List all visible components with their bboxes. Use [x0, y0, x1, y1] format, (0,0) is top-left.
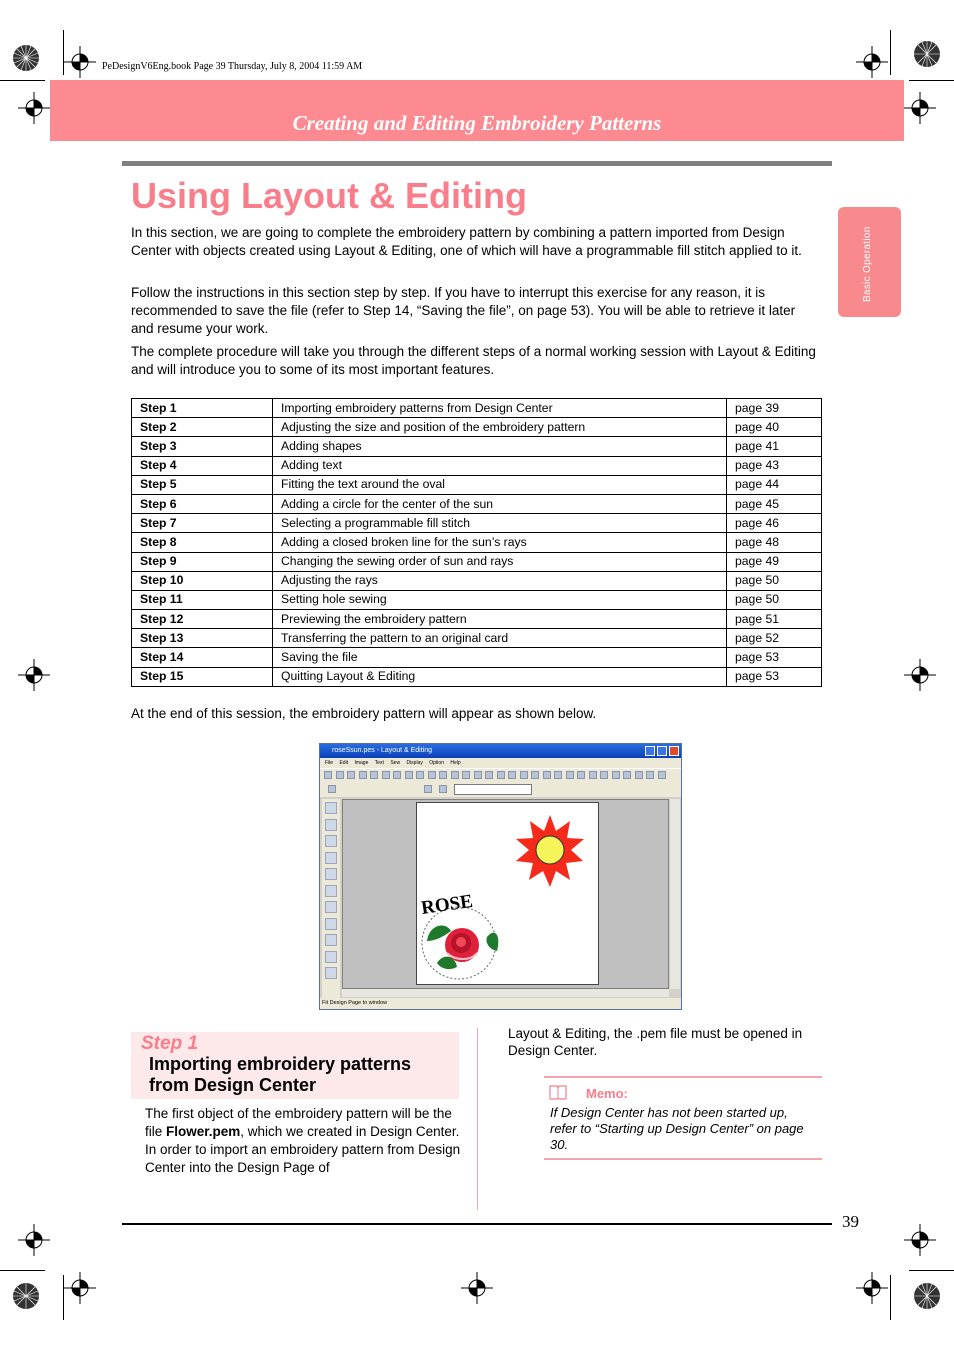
color-rosette-icon [12, 1282, 40, 1310]
step-cell: Step 7 [132, 514, 273, 533]
memo-text: If Design Center has not been started up, refer to “Starting up Design Center” on page 30. [550, 1105, 804, 1152]
step-page-cell: page 50 [727, 571, 822, 590]
file-info: PeDesignV6Eng.book Page 39 Thursday, July 8, 2004 11:59 AM [102, 61, 363, 72]
vertical-scrollbar[interactable] [670, 799, 680, 989]
toolbar-icon[interactable] [359, 771, 367, 779]
app-toolbar [320, 768, 681, 781]
toolbar-icon[interactable] [577, 771, 585, 779]
header-title: Creating and Editing Embroidery Patterns [292, 111, 662, 135]
step-body [145, 1105, 463, 1177]
design-page[interactable] [416, 802, 599, 985]
tool-icon[interactable] [325, 885, 337, 897]
step-page-cell: page 40 [727, 418, 822, 437]
steps-table [131, 398, 822, 687]
step-description-cell: Importing embroidery patterns from Design Center [273, 399, 727, 418]
toolbar-icon[interactable] [612, 771, 620, 779]
title-rule [122, 161, 832, 166]
step-description-cell: Adjusting the rays [273, 571, 727, 590]
registration-mark-icon [18, 659, 50, 691]
table-row [132, 552, 822, 571]
step-description-cell: Saving the file [273, 648, 727, 667]
step-description-cell: Previewing the embroidery pattern [273, 610, 727, 629]
toolbar-icon[interactable] [424, 785, 432, 793]
maximize-icon[interactable] [657, 746, 667, 756]
menu-sew[interactable]: Sew [390, 760, 401, 766]
toolbar-icon[interactable] [462, 771, 470, 779]
tool-icon[interactable] [325, 901, 337, 913]
step-heading: Importing embroidery patterns from Design Center [149, 1054, 412, 1095]
color-rosette-icon [913, 40, 941, 68]
menu-file[interactable]: File [325, 760, 334, 766]
step-cell: Step 9 [132, 552, 273, 571]
registration-mark-icon [856, 46, 888, 78]
toolbar-icon[interactable] [405, 771, 413, 779]
registration-mark-icon [64, 1272, 96, 1304]
menu-option[interactable]: Option [429, 760, 444, 766]
memo-top-rule [544, 1076, 822, 1078]
toolbar-icon[interactable] [554, 771, 562, 779]
step-cell: Step 13 [132, 629, 273, 648]
step-description-cell: Transferring the pattern to an original card [273, 629, 727, 648]
outro-text: At the end of this session, the embroidery pattern will appear as shown below. [131, 706, 597, 721]
registration-mark-icon [904, 659, 936, 691]
step-cell: Step 14 [132, 648, 273, 667]
tool-icon[interactable] [325, 868, 337, 880]
tool-icon[interactable] [325, 967, 337, 979]
memo-title: Memo: [586, 1086, 628, 1101]
table-row [132, 667, 822, 686]
intro-paragraph: In this section, we are going to complete the embroidery pattern by combining a pattern imported from Design Center with objects created using Layout & Editing, one of which will have a programmable fill stitch applied to it. [131, 225, 802, 258]
table-row [132, 437, 822, 456]
intro-paragraph: The complete procedure will take you through the different steps of a normal working session with Layout & Editing and will introduce you to some of its most important features. [131, 344, 816, 377]
step-page-cell: page 39 [727, 399, 822, 418]
app-screenshot [319, 743, 682, 1010]
toolbar-icon[interactable] [543, 771, 551, 779]
step-cell: Step 3 [132, 437, 273, 456]
table-row [132, 418, 822, 437]
step-cell: Step 1 [132, 399, 273, 418]
registration-mark-icon [904, 92, 936, 124]
toolbar-icon[interactable] [623, 771, 631, 779]
menu-text[interactable]: Text [374, 760, 384, 766]
step-page-cell: page 51 [727, 610, 822, 629]
step-page-cell: page 48 [727, 533, 822, 552]
step-page-cell: page 53 [727, 648, 822, 667]
horizontal-scrollbar[interactable] [342, 989, 669, 997]
embroidery-text: ROSE [419, 890, 475, 919]
step-description-cell: Changing the sewing order of sun and rays [273, 552, 727, 571]
status-bar: Fit Design Page to window [320, 998, 681, 1009]
registration-mark-icon [64, 46, 96, 78]
step-cell: Step 2 [132, 418, 273, 437]
toolbar-icon[interactable] [531, 771, 539, 779]
registration-mark-icon [904, 1224, 936, 1256]
table-row [132, 399, 822, 418]
step-page-cell: page 46 [727, 514, 822, 533]
step-description-cell: Adding text [273, 456, 727, 475]
step-cell: Step 8 [132, 533, 273, 552]
step-page-cell: page 44 [727, 475, 822, 494]
toolbar-icon[interactable] [646, 771, 654, 779]
toolbar-icon[interactable] [520, 771, 528, 779]
toolbar-icon[interactable] [485, 771, 493, 779]
toolbar-icon[interactable] [370, 771, 378, 779]
step-description-cell: Adding shapes [273, 437, 727, 456]
column-divider [477, 1028, 478, 1210]
table-row [132, 610, 822, 629]
tool-icon[interactable] [325, 802, 337, 814]
table-row [132, 648, 822, 667]
toolbar-icon[interactable] [416, 771, 424, 779]
table-row [132, 533, 822, 552]
step-label: Step 1 [141, 1033, 199, 1054]
step-page-cell: page 43 [727, 456, 822, 475]
table-row [132, 629, 822, 648]
toolbar-icon[interactable] [497, 771, 505, 779]
step-cell: Step 5 [132, 475, 273, 494]
step-body-continued: Layout & Editing, the .pem file must be opened in Design Center. [508, 1026, 803, 1058]
tool-icon[interactable] [325, 934, 337, 946]
step-cell: Step 15 [132, 667, 273, 686]
table-row [132, 475, 822, 494]
table-row [132, 456, 822, 475]
toolbar-icon[interactable] [328, 785, 336, 793]
color-rosette-icon [12, 44, 40, 72]
sun-shape [516, 815, 584, 887]
tool-icon[interactable] [325, 918, 337, 930]
app-tool-palette [322, 799, 340, 999]
page-number: 39 [842, 1212, 859, 1231]
registration-mark-icon [18, 1224, 50, 1256]
step-body-text-continued: , which we created in Design Center. In order to import an embroidery pattern from Design Center into the Design Page of [145, 1124, 461, 1175]
step-description-cell: Selecting a programmable fill stitch [273, 514, 727, 533]
step-page-cell: page 49 [727, 552, 822, 571]
registration-mark-icon [18, 92, 50, 124]
step-cell: Step 11 [132, 590, 273, 609]
toolbar-icon[interactable] [474, 771, 482, 779]
tool-icon[interactable] [325, 852, 337, 864]
table-row [132, 590, 822, 609]
color-rosette-icon [913, 1282, 941, 1310]
menu-display[interactable]: Display [406, 760, 423, 766]
intro-paragraph: Follow the instructions in this section step by step. If you have to interrupt this exercise for any reason, it is recommended to save the file (refer to Step 14, “Saving the file”, on page 53). You will be able to retrieve it later and resume your work. [131, 285, 796, 336]
embroidery-design [417, 803, 598, 984]
toolbar-icon[interactable] [508, 771, 516, 779]
menu-image[interactable]: Image [354, 760, 369, 766]
toolbar-icon[interactable] [600, 771, 608, 779]
step-page-cell: page 52 [727, 629, 822, 648]
step-cell: Step 4 [132, 456, 273, 475]
side-tab [838, 207, 901, 317]
step-description-cell: Adjusting the size and position of the embroidery pattern [273, 418, 727, 437]
page-title: Using Layout & Editing [131, 175, 527, 216]
toolbar-icon[interactable] [324, 771, 332, 779]
table-row [132, 571, 822, 590]
step-page-cell: page 53 [727, 667, 822, 686]
step-cell: Step 12 [132, 610, 273, 629]
toolbar-icon[interactable] [428, 771, 436, 779]
toolbar-icon[interactable] [451, 771, 459, 779]
app-menubar [320, 758, 681, 768]
step-description-cell: Quitting Layout & Editing [273, 667, 727, 686]
toolbar-icon[interactable] [566, 771, 574, 779]
toolbar-dropdown[interactable] [454, 784, 532, 795]
minimize-icon[interactable] [645, 746, 655, 756]
memo-bottom-rule [544, 1158, 822, 1160]
memo-book-icon [549, 1084, 567, 1100]
rose-shape [422, 907, 498, 979]
close-icon[interactable] [669, 746, 679, 756]
toolbar-icon[interactable] [393, 771, 401, 779]
registration-mark-icon [856, 1272, 888, 1304]
step-cell: Step 10 [132, 571, 273, 590]
step-page-cell: page 45 [727, 494, 822, 513]
step-page-cell: page 41 [727, 437, 822, 456]
step-description-cell: Fitting the text around the oval [273, 475, 727, 494]
step-body-text: The first object of the embroidery pattern will be the file [145, 1106, 452, 1139]
step-page-cell: page 50 [727, 590, 822, 609]
step-cell: Step 6 [132, 494, 273, 513]
registration-mark-icon [461, 1272, 493, 1304]
menu-edit[interactable]: Edit [339, 760, 349, 766]
toolbar-icon[interactable] [439, 785, 447, 793]
app-canvas[interactable] [342, 799, 669, 989]
toolbar-icon[interactable] [347, 771, 355, 779]
app-secondary-toolbar [320, 781, 681, 797]
side-tab-label: Basic Operation [862, 226, 873, 302]
step-description-cell: Setting hole sewing [273, 590, 727, 609]
tool-icon[interactable] [325, 819, 337, 831]
toolbar-icon[interactable] [589, 771, 597, 779]
tool-icon[interactable] [325, 951, 337, 963]
step-description-cell: Adding a closed broken line for the sun’s rays [273, 533, 727, 552]
toolbar-icon[interactable] [439, 771, 447, 779]
table-row [132, 514, 822, 533]
tool-icon[interactable] [325, 835, 337, 847]
step-body-filename: Flower.pem [166, 1124, 241, 1139]
toolbar-icon[interactable] [635, 771, 643, 779]
menu-help[interactable]: Help [450, 760, 461, 766]
app-title: roseSsun.pes - Layout & Editing [332, 747, 433, 754]
step-description-cell: Adding a circle for the center of the sun [273, 494, 727, 513]
toolbar-icon[interactable] [658, 771, 666, 779]
table-row [132, 494, 822, 513]
footer-rule [122, 1223, 832, 1225]
toolbar-icon[interactable] [382, 771, 390, 779]
app-titlebar [320, 744, 681, 758]
toolbar-icon[interactable] [336, 771, 344, 779]
